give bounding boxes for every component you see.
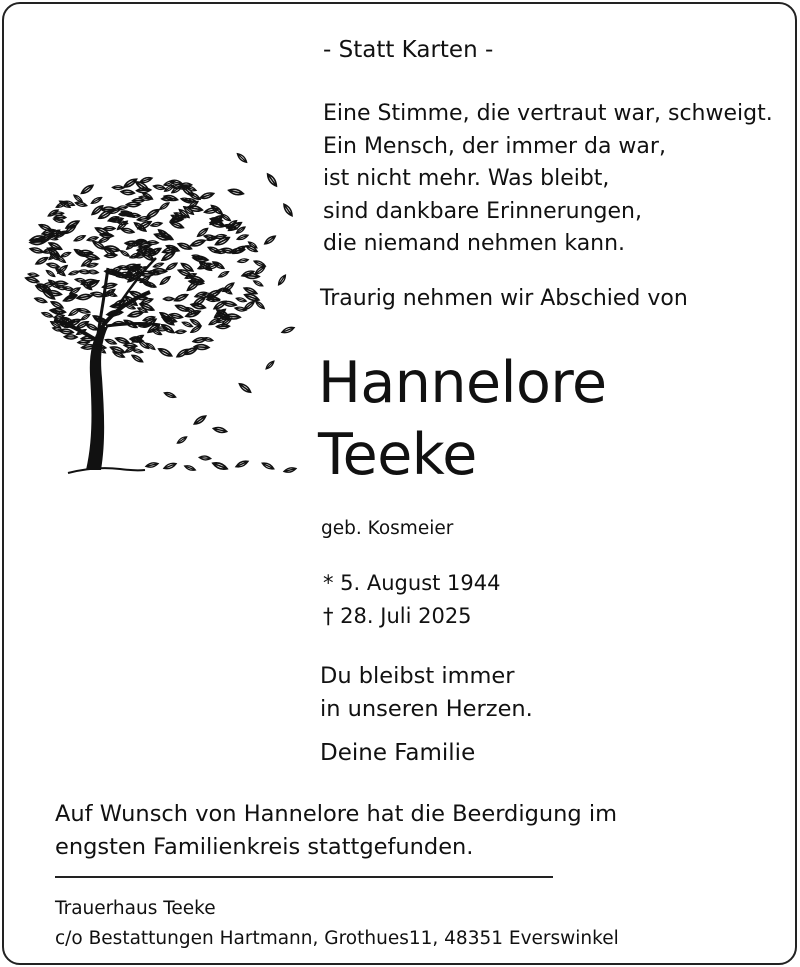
wind-blown-tree-icon	[20, 140, 310, 485]
deceased-last-name: Teeke	[318, 422, 477, 488]
birth-name: geb. Kosmeier	[321, 518, 454, 539]
poem-line: die niemand nehmen kann.	[323, 231, 626, 256]
farewell-intro: Traurig nehmen wir Abschied von	[320, 286, 688, 311]
notice-line: Auf Wunsch von Hannelore hat die Beerdigung im	[55, 801, 617, 827]
closing-words	[320, 660, 533, 725]
poem-line: ist nicht mehr. Was bleibt,	[323, 166, 610, 191]
family-signature: Deine Familie	[320, 740, 476, 766]
poem-line: Ein Mensch, der immer da war,	[323, 133, 666, 159]
birth-date: * 5. August 1944	[323, 571, 501, 595]
life-dates	[323, 567, 501, 632]
poem-line: sind dankbare Erinnerungen,	[323, 198, 642, 224]
subtitle: - Statt Karten -	[323, 37, 494, 63]
address-line: Trauerhaus Teeke	[55, 898, 216, 919]
contact-address	[55, 894, 619, 954]
poem	[323, 98, 773, 261]
death-date: † 28. Juli 2025	[323, 603, 472, 628]
poem-line: Eine Stimme, die vertraut war, schweigt.	[323, 101, 773, 126]
funeral-notice	[55, 798, 617, 864]
closing-line: in unseren Herzen.	[320, 695, 533, 722]
closing-line: Du bleibst immer	[320, 663, 515, 689]
address-line: c/o Bestattungen Hartmann, Grothues11, 48351 Everswinkel	[55, 928, 619, 949]
divider	[55, 876, 553, 878]
deceased-first-name: Hannelore	[318, 350, 607, 416]
notice-line: engsten Familienkreis stattgefunden.	[55, 834, 474, 860]
